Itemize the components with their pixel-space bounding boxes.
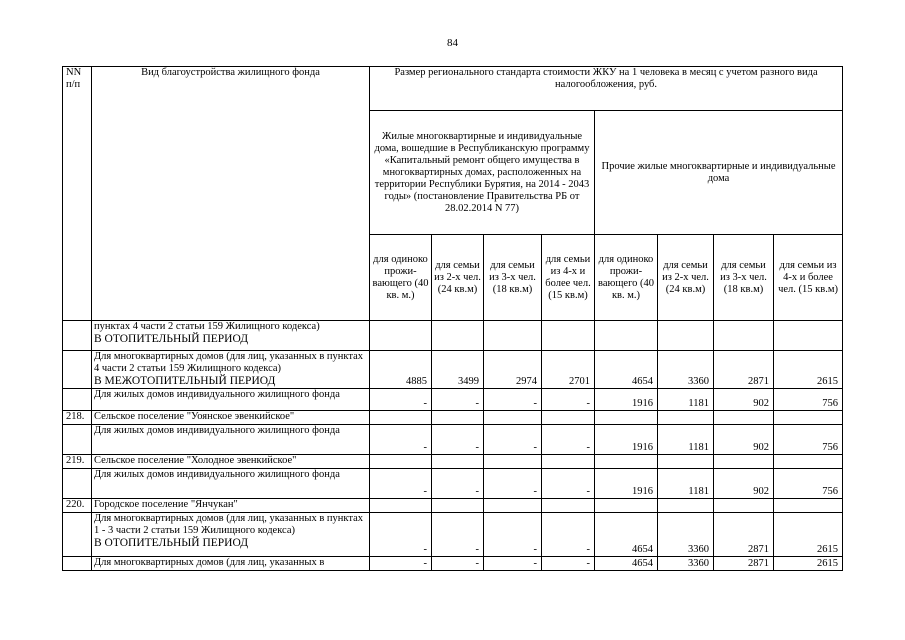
row-description-text: Для многоквартирных домов (для лиц, указанных в — [94, 557, 325, 568]
row-number — [63, 321, 92, 351]
value-cell — [658, 499, 714, 513]
value-cell: - — [370, 425, 432, 455]
table-row — [63, 321, 843, 351]
tariff-table — [62, 66, 843, 571]
row-description-text: Для жилых домов индивидуального жилищного фонда — [94, 425, 340, 436]
value-cell: 2615 — [774, 513, 843, 557]
value-cell: 3499 — [432, 351, 484, 389]
value-cell: 1916 — [595, 389, 658, 411]
header-nn: NN п/п — [63, 67, 92, 321]
value-cell: 756 — [774, 389, 843, 411]
value-cell: 1916 — [595, 469, 658, 499]
value-cell — [370, 411, 432, 425]
value-cell: 4654 — [595, 557, 658, 571]
table-row — [63, 455, 843, 469]
row-description-text: Сельское поселение "Уоянское эвенкийское" — [94, 411, 295, 422]
table-row — [63, 557, 843, 571]
value-cell: 4885 — [370, 351, 432, 389]
subheader-other-3: для семьи из 3-х чел. (18 кв.м) — [714, 235, 774, 321]
subheader-other-1: для одиноко прожи-вающего (40 кв. м.) — [595, 235, 658, 321]
value-cell — [432, 499, 484, 513]
value-cell — [714, 321, 774, 351]
value-cell — [484, 321, 542, 351]
row-number — [63, 557, 92, 571]
value-cell — [595, 499, 658, 513]
value-cell: - — [484, 389, 542, 411]
row-period-label: В МЕЖОТОПИТЕЛЬНЫЙ ПЕРИОД — [94, 375, 276, 387]
row-description-text: пунктах 4 части 2 статьи 159 Жилищного кодекса) — [94, 321, 320, 332]
subheader-program-1: для одиноко прожи-вающего (40 кв. м.) — [370, 235, 432, 321]
value-cell: 902 — [714, 389, 774, 411]
row-description-text: Для многоквартирных домов (для лиц, указанных в пунктах 1 - 3 части 2 статьи 159 Жилищного кодекса) — [94, 513, 363, 536]
value-cell: - — [432, 557, 484, 571]
value-cell — [542, 411, 595, 425]
value-cell: 756 — [774, 425, 843, 455]
header-standard: Размер регионального стандарта стоимости ЖКУ на 1 человека в месяц с учетом разного вида налогообложения, руб. — [370, 67, 843, 111]
row-description — [92, 425, 370, 455]
table-row — [63, 351, 843, 389]
row-number: 219. — [63, 455, 92, 469]
table-row — [63, 469, 843, 499]
value-cell — [774, 321, 843, 351]
value-cell — [370, 499, 432, 513]
value-cell — [484, 499, 542, 513]
value-cell — [595, 411, 658, 425]
table-row — [63, 425, 843, 455]
value-cell: - — [542, 513, 595, 557]
value-cell — [714, 499, 774, 513]
header-group-other: Прочие жилые многоквартирные и индивидуальные дома — [595, 111, 843, 235]
row-period-label: В ОТОПИТЕЛЬНЫЙ ПЕРИОД — [94, 537, 249, 549]
row-description — [92, 455, 370, 469]
header-housing-type: Вид благоустройства жилищного фонда — [92, 67, 370, 321]
table-row — [63, 513, 843, 557]
value-cell — [542, 499, 595, 513]
value-cell: - — [432, 389, 484, 411]
header-group-capital-repair: Жилые многоквартирные и индивидуальные дома, вошедшие в Республиканскую программу «Капитальный ремонт общего имущества в многоквартирных домах, расположенных на территории Республики Бурятия, на 2014 - 2043 годы» (постановление Правительства РБ от 28.02.2014 N 77) — [370, 111, 595, 235]
value-cell: 2615 — [774, 557, 843, 571]
row-description-text: Для многоквартирных домов (для лиц, указанных в пунктах 4 части 2 статьи 159 Жилищного кодекса) — [94, 351, 363, 374]
value-cell — [774, 499, 843, 513]
row-number — [63, 513, 92, 557]
table-row — [63, 499, 843, 513]
subheader-program-4: для семьи из 4-х и более чел. (15 кв.м) — [542, 235, 595, 321]
value-cell: 902 — [714, 425, 774, 455]
value-cell: 2974 — [484, 351, 542, 389]
value-cell — [542, 455, 595, 469]
row-description — [92, 469, 370, 499]
row-number — [63, 469, 92, 499]
value-cell: - — [542, 557, 595, 571]
value-cell — [432, 321, 484, 351]
value-cell: 3360 — [658, 557, 714, 571]
row-description — [92, 499, 370, 513]
value-cell: 2871 — [714, 513, 774, 557]
value-cell: 1181 — [658, 469, 714, 499]
row-number — [63, 425, 92, 455]
row-description — [92, 411, 370, 425]
table-row — [63, 389, 843, 411]
value-cell: - — [370, 469, 432, 499]
subheader-program-2: для семьи из 2-х чел. (24 кв.м) — [432, 235, 484, 321]
row-description-text: Сельское поселение "Холодное эвенкийское" — [94, 455, 297, 466]
value-cell: 4654 — [595, 351, 658, 389]
table-row — [63, 411, 843, 425]
value-cell: - — [542, 469, 595, 499]
value-cell: 3360 — [658, 513, 714, 557]
row-number: 218. — [63, 411, 92, 425]
value-cell — [484, 411, 542, 425]
value-cell — [774, 411, 843, 425]
value-cell — [432, 411, 484, 425]
value-cell: - — [370, 557, 432, 571]
row-description — [92, 351, 370, 389]
value-cell: 2871 — [714, 351, 774, 389]
value-cell — [370, 455, 432, 469]
value-cell: 4654 — [595, 513, 658, 557]
value-cell — [658, 411, 714, 425]
row-period-label: В ОТОПИТЕЛЬНЫЙ ПЕРИОД — [94, 333, 249, 345]
value-cell: 902 — [714, 469, 774, 499]
value-cell: - — [542, 425, 595, 455]
row-description — [92, 557, 370, 571]
value-cell — [658, 321, 714, 351]
subheader-other-4: для семьи из 4-х и более чел. (15 кв.м) — [774, 235, 843, 321]
value-cell: 2871 — [714, 557, 774, 571]
row-description-text: Городское поселение "Янчукан" — [94, 499, 238, 510]
subheader-other-2: для семьи из 2-х чел. (24 кв.м) — [658, 235, 714, 321]
value-cell: 3360 — [658, 351, 714, 389]
subheader-program-3: для семьи из 3-х чел. (18 кв.м) — [484, 235, 542, 321]
value-cell — [484, 455, 542, 469]
value-cell — [714, 455, 774, 469]
value-cell — [714, 411, 774, 425]
value-cell: 2615 — [774, 351, 843, 389]
value-cell: - — [432, 425, 484, 455]
value-cell — [658, 455, 714, 469]
value-cell — [774, 455, 843, 469]
value-cell: 1181 — [658, 389, 714, 411]
value-cell: - — [432, 513, 484, 557]
value-cell — [370, 321, 432, 351]
value-cell: - — [432, 469, 484, 499]
page-number: 84 — [447, 37, 458, 49]
row-number — [63, 389, 92, 411]
value-cell: - — [484, 425, 542, 455]
value-cell: 756 — [774, 469, 843, 499]
value-cell — [432, 455, 484, 469]
value-cell: - — [370, 513, 432, 557]
row-description — [92, 513, 370, 557]
row-description — [92, 389, 370, 411]
row-description-text: Для жилых домов индивидуального жилищного фонда — [94, 389, 340, 400]
value-cell — [595, 455, 658, 469]
value-cell: 1916 — [595, 425, 658, 455]
value-cell: - — [542, 389, 595, 411]
row-description — [92, 321, 370, 351]
row-number: 220. — [63, 499, 92, 513]
value-cell: 2701 — [542, 351, 595, 389]
row-description-text: Для жилых домов индивидуального жилищного фонда — [94, 469, 340, 480]
value-cell: 1181 — [658, 425, 714, 455]
row-number — [63, 351, 92, 389]
value-cell: - — [370, 389, 432, 411]
value-cell: - — [484, 469, 542, 499]
value-cell — [542, 321, 595, 351]
value-cell — [595, 321, 658, 351]
value-cell: - — [484, 557, 542, 571]
value-cell: - — [484, 513, 542, 557]
